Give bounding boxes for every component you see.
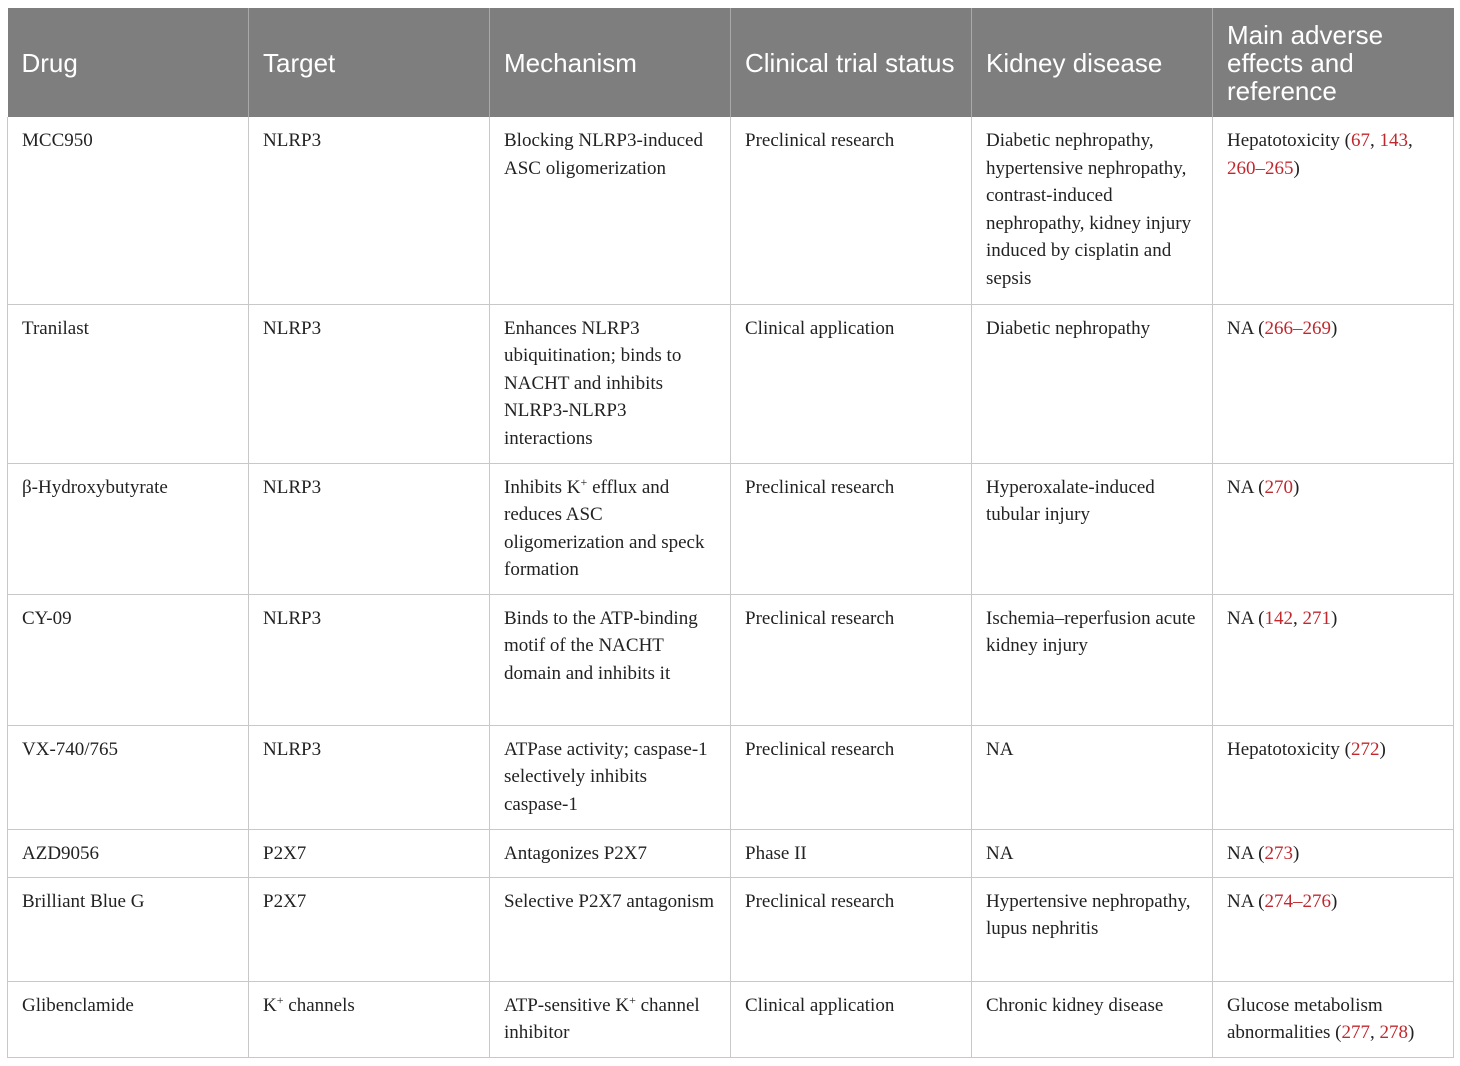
target-cell: P2X7 [249,829,490,877]
effect-text: NA [1227,476,1254,498]
target-cell: NLRP3 [249,117,490,304]
reference-link[interactable]: 142 [1264,607,1293,629]
disease-cell: NA [972,829,1213,877]
effects-cell: NA (270) [1213,463,1454,594]
superscript: + [276,992,284,1007]
header-target: Target [249,8,490,117]
effects-cell: Glucose metabolism abnormalities (277, 278) [1213,981,1454,1057]
reference-link[interactable]: 143 [1379,130,1408,151]
mechanism-text: efflux and reduces ASC oligomerization and speck formation [504,476,705,581]
target-cell: NLRP3 [249,463,490,594]
table-row [8,725,1454,829]
disease-cell: NA [972,725,1213,829]
disease-cell: Diabetic nephropathy, hypertensive nephropathy, contrast-induced nephropathy, kidney injury induced by cisplatin and sepsis [972,117,1213,304]
drug-cell: Glibenclamide [8,981,249,1057]
table-row [8,981,1454,1057]
header-row [8,8,1454,117]
status-cell: Preclinical research [731,877,972,981]
effects-cell: NA (273) [1213,829,1454,877]
header-mechanism: Mechanism [490,8,731,117]
effects-cell: NA (266–269) [1213,304,1454,463]
drug-cell: β-Hydroxybutyrate [8,463,249,594]
reference-link[interactable]: 273 [1264,842,1293,864]
target-cell: P2X7 [249,877,490,981]
superscript: + [629,992,636,1007]
effect-text: Hepatotoxicity [1227,130,1340,151]
target-cell: NLRP3 [249,725,490,829]
status-cell: Clinical application [731,981,972,1057]
header-adverse-effects: Main adverse effects and reference [1213,8,1454,117]
drug-cell: Brilliant Blue G [8,877,249,981]
superscript: + [580,474,588,489]
effect-text: Glucose metabolism abnormalities [1227,994,1383,1044]
mechanism-cell [490,981,731,1057]
mechanism-cell: Selective P2X7 antagonism [490,877,731,981]
table-row [8,594,1454,725]
status-cell: Phase II [731,829,972,877]
mechanism-text: Inhibits K [504,476,581,498]
effects-cell: Hepatotoxicity (272) [1213,725,1454,829]
table-row [8,877,1454,981]
mechanism-cell: Enhances NLRP3 ubiquitination; binds to NACHT and inhibits NLRP3-NLRP3 interactions [490,304,731,463]
status-cell: Preclinical research [731,594,972,725]
reference-link[interactable]: 271 [1302,607,1331,629]
reference-link[interactable]: 270 [1264,476,1293,498]
status-cell: Preclinical research [731,117,972,304]
mechanism-cell: ATPase activity; caspase-1 selectively inhibits caspase-1 [490,725,731,829]
disease-cell: Ischemia–reperfusion acute kidney injury [972,594,1213,725]
effects-cell: Hepatotoxicity (67, 143, 260–265) [1213,117,1454,304]
status-cell: Clinical application [731,304,972,463]
reference-link[interactable]: 266–269 [1264,317,1331,339]
mechanism-cell [490,463,731,594]
mechanism-cell: Antagonizes P2X7 [490,829,731,877]
target-cell: NLRP3 [249,304,490,463]
drug-cell: VX-740/765 [8,725,249,829]
reference-link[interactable]: 272 [1351,738,1380,760]
drug-table [7,8,1454,1058]
mechanism-text: ATP-sensitive K [504,994,630,1016]
disease-cell: Hypertensive nephropathy, lupus nephritis [972,877,1213,981]
table-row [8,829,1454,877]
effect-text: Hepatotoxicity [1227,738,1340,760]
drug-cell: Tranilast [8,304,249,463]
disease-cell: Hyperoxalate-induced tubular injury [972,463,1213,594]
reference-link[interactable]: 277 [1341,1022,1370,1044]
reference-link[interactable]: 278 [1379,1022,1408,1044]
reference-link[interactable]: 260–265 [1227,157,1294,179]
target-text: channels [283,994,355,1016]
effects-cell: NA (274–276) [1213,877,1454,981]
target-text: K [263,994,277,1016]
mechanism-cell: Binds to the ATP-binding motif of the NACHT domain and inhibits it [490,594,731,725]
effect-text: NA [1227,317,1254,339]
disease-cell: Chronic kidney disease [972,981,1213,1057]
table-row [8,304,1454,463]
target-cell: NLRP3 [249,594,490,725]
effect-text: NA [1227,607,1254,629]
header-kidney-disease: Kidney disease [972,8,1213,117]
table-row [8,463,1454,594]
effect-text: NA [1227,842,1254,864]
header-clinical-trial-status: Clinical trial status [731,8,972,117]
reference-link[interactable]: 274–276 [1264,890,1331,912]
drug-cell: AZD9056 [8,829,249,877]
mechanism-cell: Blocking NLRP3-induced ASC oligomerization [490,117,731,304]
reference-link[interactable]: 67 [1351,130,1370,151]
header-drug: Drug [8,8,249,117]
mechanism-text: channel inhibitor [504,994,700,1044]
disease-cell: Diabetic nephropathy [972,304,1213,463]
table-row [8,117,1454,304]
status-cell: Preclinical research [731,725,972,829]
drug-cell: CY-09 [8,594,249,725]
effect-text: NA [1227,890,1254,912]
target-cell [249,981,490,1057]
effects-cell: NA (142, 271) [1213,594,1454,725]
drug-cell: MCC950 [8,117,249,304]
status-cell: Preclinical research [731,463,972,594]
